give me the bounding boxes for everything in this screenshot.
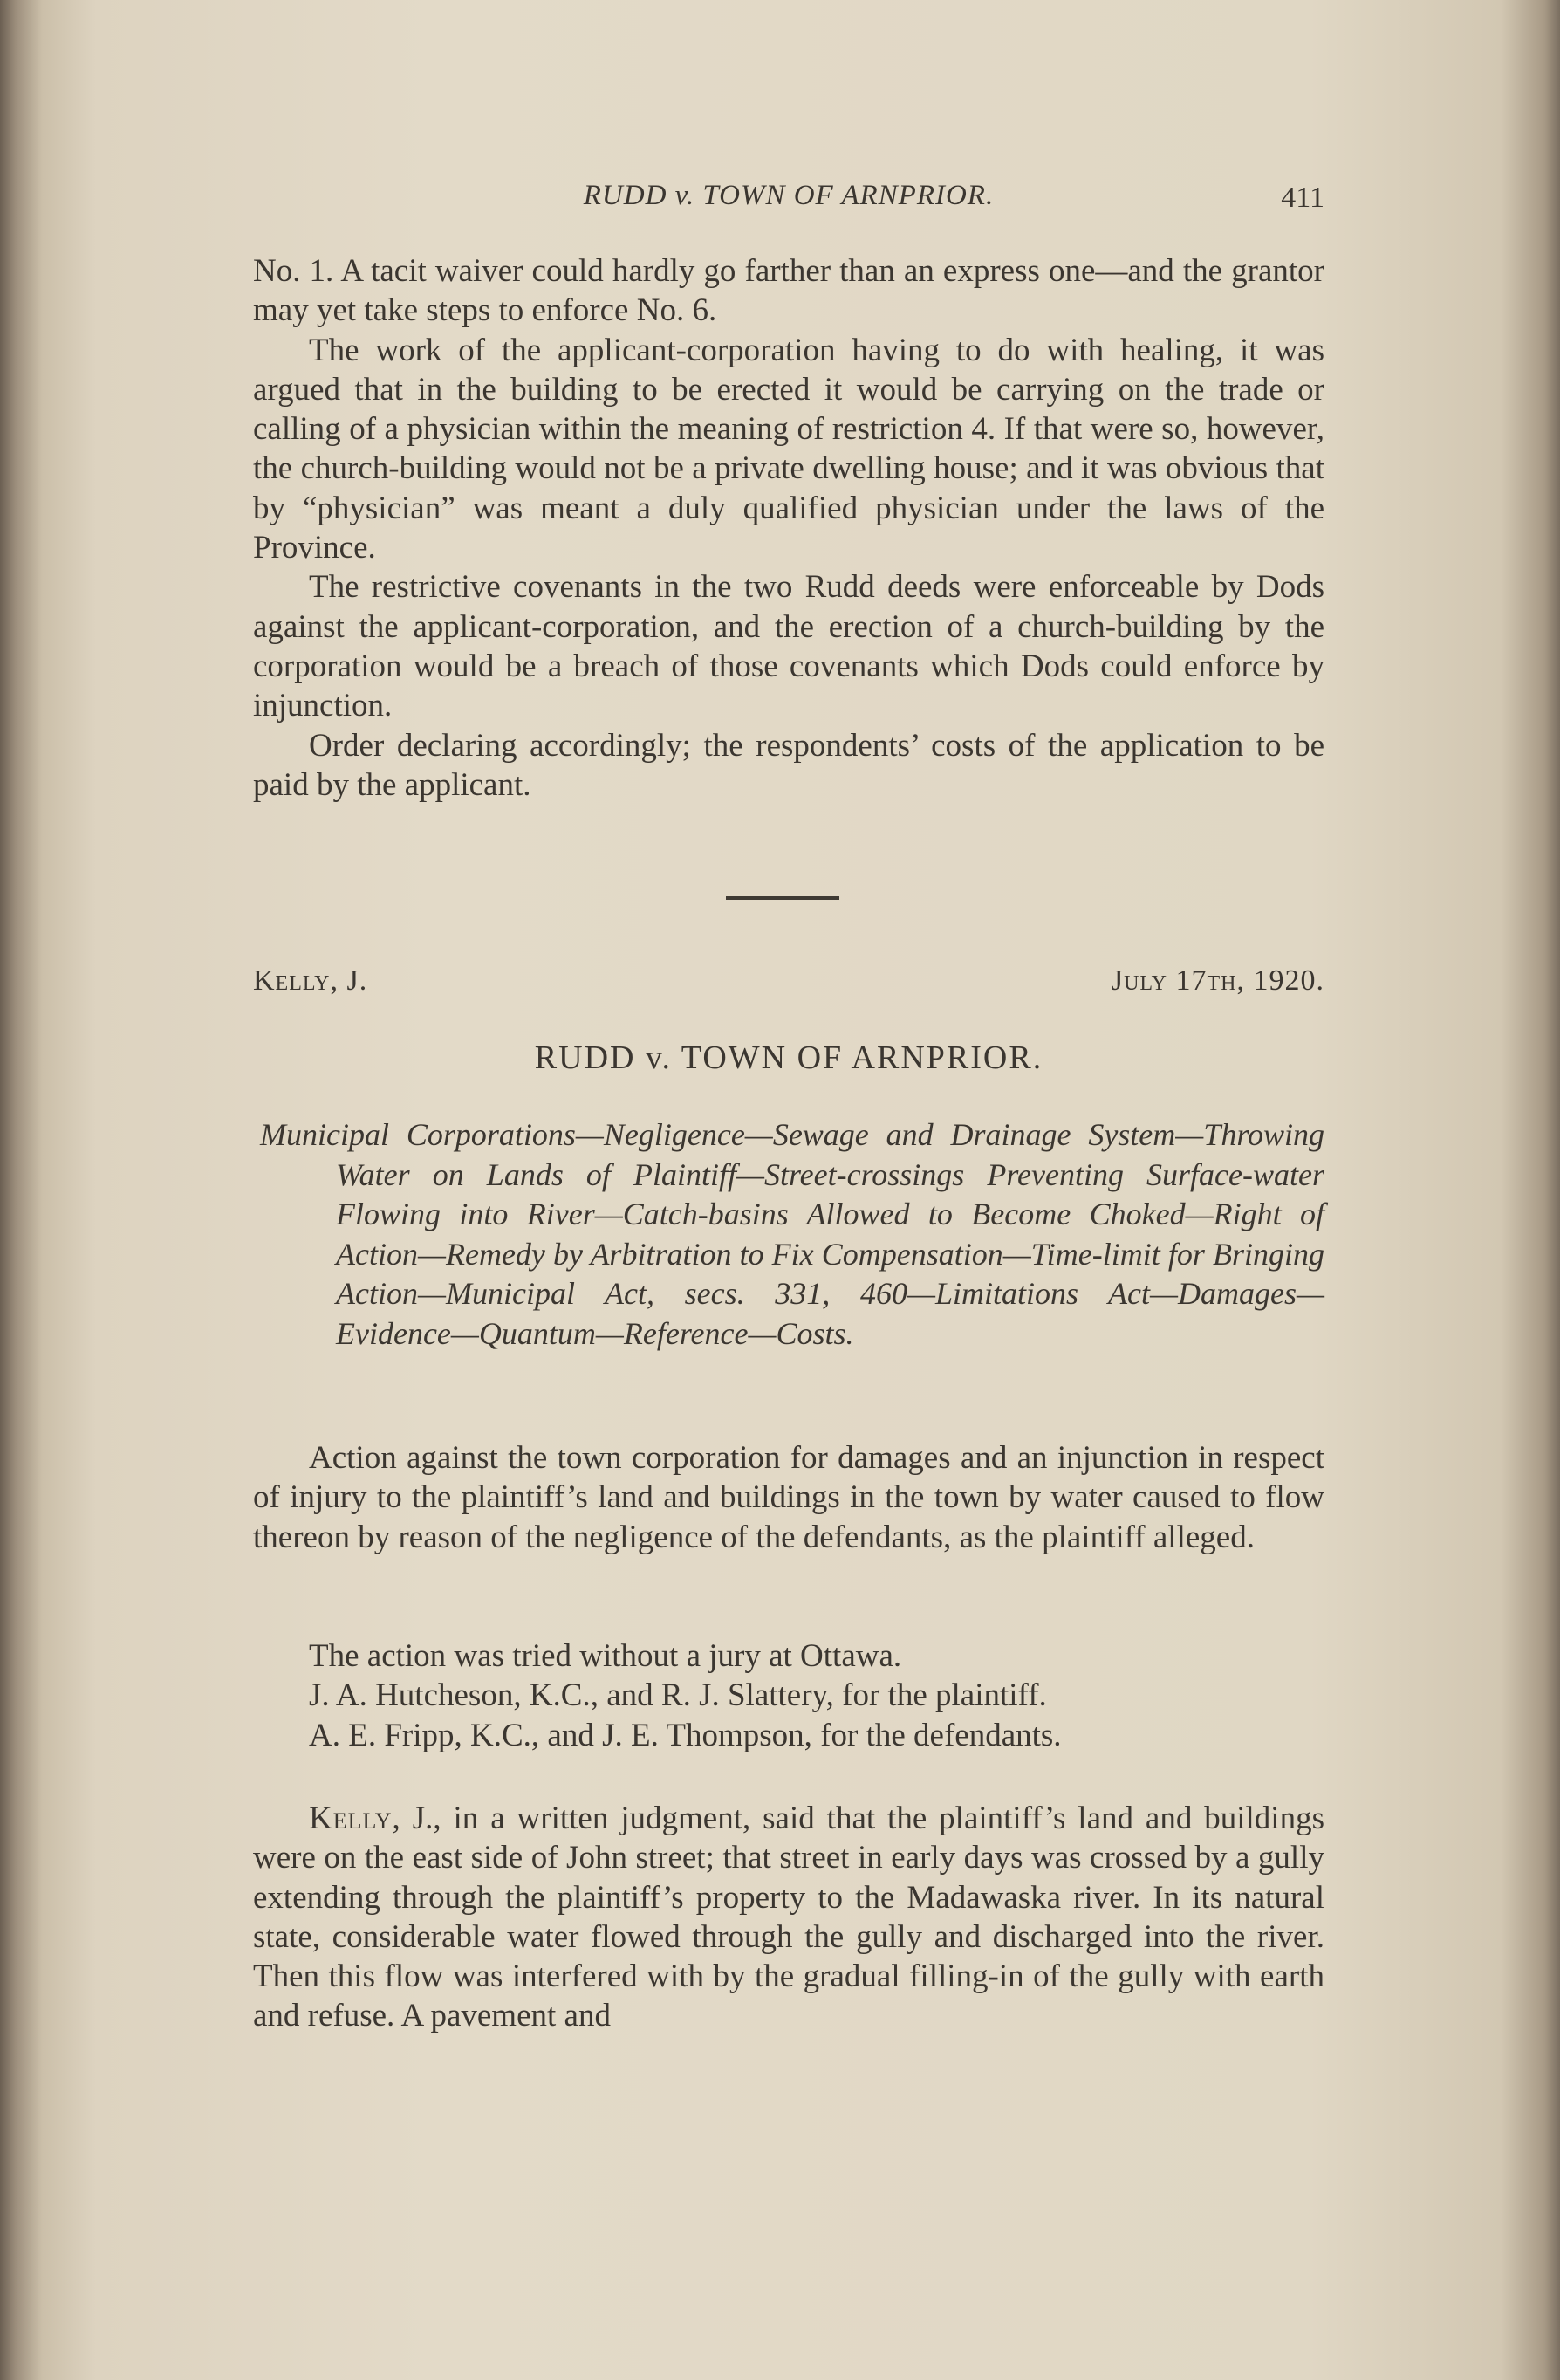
trial-venue: The action was tried without a jury at Ottawa.: [309, 1638, 902, 1674]
action-paragraph: Action against the town corporation for damages and an injunction in respect of injury to the plaintiff’s land and buildings in the town by water caused to flow thereon by reason of the negligence of the defendants, as the plaintiff alleged.: [253, 1440, 1324, 1555]
counsel-plaintiff: J. A. Hutcheson, K.C., and R. J. Slattery, for the plaintiff.: [309, 1677, 1047, 1714]
case-title: RUDD v. TOWN OF ARNPRIOR.: [534, 1039, 1043, 1076]
judgment-judge-name: Kelly: [309, 1800, 393, 1836]
paragraph-healing: The work of the applicant-corporation having to do with healing, it was argued that in the building to be erected it would be carrying on the trade or calling of a physician within the meaning of restriction 4. If that were so, however, the church-building would not be a private dwelling house; and it was obvious that by “physician” was meant a duly qualified physician under the laws of the Province.: [253, 332, 1324, 566]
counsel-defendants: A. E. Fripp, K.C., and J. E. Thompson, for the defendants.: [309, 1717, 1062, 1753]
page-number: 411: [1281, 182, 1324, 214]
judgment-text: , J., in a written judgment, said that the plaintiff’s land and buildings were on the east side of John street; that street in early days was crossed by a gully extending through the plaintiff’s property to the Madawaska river. In its natural state, considerable water flowed through the gully and discharged into the river. Then this flow was interfered with by the gradual filling-in of the gully with earth and refuse. A pavement and: [253, 1800, 1324, 2034]
case-judge-date-line: [253, 964, 1324, 1006]
headnote: Municipal Corporations—Negligence—Sewage and Drainage System—Throwing Water on Lands of Plaintiff—Street-crossings Preventing Surface-water Flowing into River—Catch-basins Allowed to Become Choked—Right of Action—Remedy by Arbitration to Fix Compensation—Time-limit for Bringing Action—Municipal Act, secs. 331, 460—Limitations Act—Damages—Evidence—Quantum—Reference—Costs.: [260, 1117, 1324, 1351]
running-head: RUDD v. TOWN OF ARNPRIOR.: [583, 180, 995, 211]
opening-paragraphs: [253, 251, 1324, 805]
judgment-paragraph: [253, 1799, 1324, 2036]
paragraph-order: Order declaring accordingly; the respondents’ costs of the application to be paid by the applicant.: [253, 727, 1324, 803]
paragraph-waiver: No. 1. A tacit waiver could hardly go farther than an express one—and the grantor may yet take steps to enforce No. 6.: [253, 253, 1324, 329]
page-header: [253, 175, 1324, 227]
paragraph-covenants: The restrictive covenants in the two Rudd deeds were enforceable by Dods against the applicant-corporation, and the erection of a church-building by the corporation would be a breach of those covenants which Dods could enforce by injunction.: [253, 569, 1324, 724]
trial-details: [253, 1636, 1324, 1755]
judge-name: Kelly, J.: [253, 964, 368, 997]
section-divider: [726, 896, 839, 900]
action-summary: [253, 1438, 1324, 1557]
judgment-section: [253, 1799, 1324, 2036]
judgment-date: July 17th, 1920.: [1111, 964, 1324, 997]
